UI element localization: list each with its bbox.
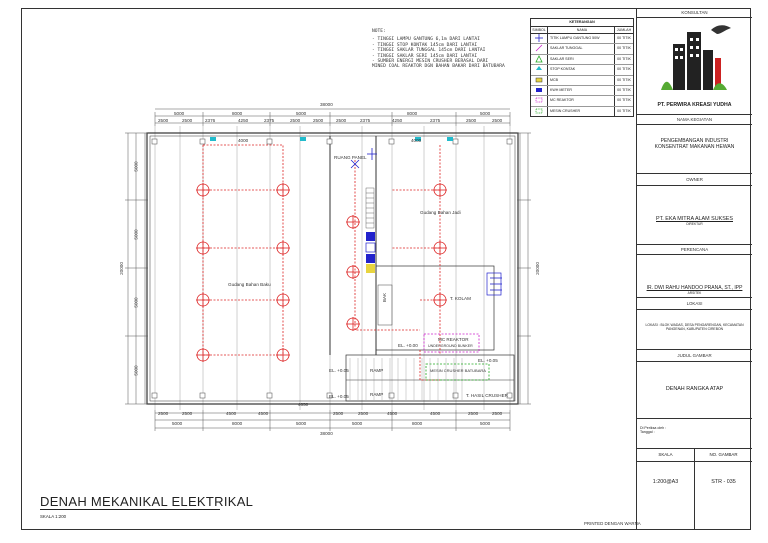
drawing-title-underline	[40, 509, 220, 510]
diperiksa-label: Di Periksa oleh :	[640, 426, 667, 430]
konsultan-cell	[637, 18, 752, 115]
kwh-meter-icon	[531, 86, 548, 95]
mcb-icon	[531, 76, 548, 85]
note-line: - TINGGI SAKLAR TUNGGAL 145cm DARI LANTAI	[372, 48, 486, 54]
drawing-title: DENAH MEKANIKAL ELEKTRIKAL	[40, 494, 254, 509]
skala-header: SKALA	[637, 449, 694, 462]
level-label-1: EL. +0.00	[398, 343, 418, 348]
drawing-scale: SKALA 1:200	[40, 514, 67, 519]
plan-labels: 38000 5000 8000 5000 8000 5000 2500 2500 2376 4250 2375 2500 2500 2500 2375 4250 2375 2500 2500 2500 2500 4500 4500 2500 2500 4500 4500 2500 2500 5000 8000 5000 5000 8000 5000 38000 4650 20000 20000 5000 5000 5000 5000 4000 4000 Gudang Bahan Baku Gudang Bahan Jadi RUANG PANEL MC REAKTOR UNDERGROUND BUNKER MESIN CRUSHER BATUBARA RAMP RAMP EL. +0.00 EL. +0.05 EL. +0.05 EL. +0.05 T. KOLAM T. HASIL CRUSHER BAK	[118, 102, 540, 436]
legend-title: KETERANGAN	[531, 19, 633, 27]
perencana-name: IR. DWI RAHU HANDOO PRANA, ST., IPP	[646, 285, 743, 291]
note-line: - TINGGI LAMPU GANTUNG 6,1m DARI LANTAI	[372, 37, 480, 43]
note-line: MINED COAL REAKTOR DGN BAHAN BAKAR DARI BATUBARA	[372, 64, 505, 70]
nogambar-value: STR - 035	[711, 479, 736, 485]
room-label-crusher-room: T. HASIL CRUSHER	[466, 393, 508, 398]
company-logo	[655, 22, 735, 100]
room-label-left-hall: Gudang Bahan Baku	[228, 282, 271, 287]
room-label-ramp2: RAMP	[370, 392, 384, 397]
legend-row: SAKLAR TUNGGAL 00 TITIK	[531, 44, 633, 54]
konsultan-header: KONSULTAN	[637, 8, 752, 18]
notes-heading: NOTE:	[372, 29, 386, 34]
owner-name: PT. EKA MITRA ALAM SUKSES	[656, 216, 733, 222]
room-label-bak: BAK	[382, 292, 388, 303]
door-dim: 4000	[238, 138, 249, 143]
socket-outlet-icon	[531, 65, 548, 74]
legend-column-headers: SIMBOL NAMA JUMLAH	[532, 28, 632, 32]
room-label-office: RUANG PANEL	[334, 155, 367, 160]
perencana-header: PERENCANA	[637, 245, 752, 255]
legend-row: SAKLAR SERI 00 TITIK	[531, 55, 633, 65]
general-notes	[372, 29, 505, 70]
legend-row: TITIK LAMPU GANTUNG 50W 00 TITIK	[531, 34, 633, 44]
legend-row: MESIN CRUSHER 00 TITIK	[531, 107, 633, 116]
skala-value: 1:200@A3	[652, 479, 679, 485]
note-line: - SUMBER ENERGI MESIN CRUSHER BERASAL DARI	[372, 59, 489, 65]
skala-nogambar-row	[637, 449, 752, 530]
legend-row: MC REAKTOR 00 TITIK	[531, 96, 633, 106]
judul-text: DENAH RANGKA ATAP	[665, 386, 724, 392]
level-label-3: EL. +0.05	[329, 394, 349, 399]
konsultan-name: PT. PERWIRA KREASI YUDHA	[657, 102, 732, 108]
judul-header: JUDUL GAMBAR	[637, 350, 752, 362]
bottom-total-dim: 38000	[320, 431, 333, 436]
judul-cell	[637, 362, 752, 419]
perencana-cell	[637, 255, 752, 298]
printed-note: PRINTED DENGAN WARNA	[584, 521, 641, 526]
owner-header: OWNER	[637, 174, 752, 186]
kegiatan-text: PENGEMBANGAN INDUSTRI KONSENTRAT MAKANAN HEWAN	[654, 138, 735, 150]
lokasi-header: LOKASI	[637, 298, 752, 310]
room-label-right-hall: Gudang Bahan Jadi	[420, 210, 461, 215]
room-label-reactor: MC REAKTOR	[438, 337, 469, 342]
note-line: - TINGGI STOP KONTAK 145cm DARI LANTAI	[372, 42, 478, 48]
room-label-pit: T. KOLAM	[450, 296, 471, 301]
tanggal-label: Tanggal :	[640, 430, 655, 434]
level-label-2: EL. +0.05	[329, 368, 349, 373]
kegiatan-cell	[637, 125, 752, 174]
owner-role: DIREKTUR	[686, 222, 703, 226]
legend-row: KWH METER 00 TITIK	[531, 86, 633, 96]
kegiatan-header: NAMA KEGIATAN	[637, 115, 752, 125]
room-label-reactor-sub: UNDERGROUND BUNKER	[428, 344, 473, 348]
title-block	[636, 8, 751, 530]
reactor-icon	[531, 96, 548, 105]
perencana-role: ARSITEK	[687, 291, 702, 295]
crusher-icon	[531, 107, 548, 116]
room-label-crusher: MESIN CRUSHER BATUBARA	[430, 368, 486, 373]
left-total-dim: 20000	[118, 262, 124, 275]
lokasi-cell	[637, 310, 752, 350]
pendant-lamp-icon	[531, 34, 548, 43]
lokasi-text: LOKASI : BLOK WADAS, DESA PENGARENGAN, KECAMATAN PANGENAN, KABUPATEN CIREBON	[645, 323, 744, 331]
top-total-dim: 38000	[320, 102, 333, 107]
door-dim-right: 4000	[411, 138, 422, 143]
series-switch-icon	[531, 55, 548, 64]
bottom-mid-dim: 4650	[298, 402, 309, 407]
room-label-ramp1: RAMP	[370, 368, 384, 373]
note-line: - TINGGI SAKLAR SERI 145cm DARI LANTAI	[372, 53, 478, 59]
pemeriksa-cell	[637, 419, 752, 449]
nogambar-header: NO. GAMBAR	[695, 449, 752, 462]
owner-cell	[637, 186, 752, 245]
right-total-dim: 20000	[534, 262, 540, 275]
legend-row: STOP KONTAK 00 TITIK	[531, 65, 633, 75]
single-switch-icon	[531, 44, 548, 53]
legend-table	[530, 18, 634, 117]
legend-row: MCB 00 TITIK	[531, 76, 633, 86]
level-label-4: EL. +0.05	[478, 358, 498, 363]
